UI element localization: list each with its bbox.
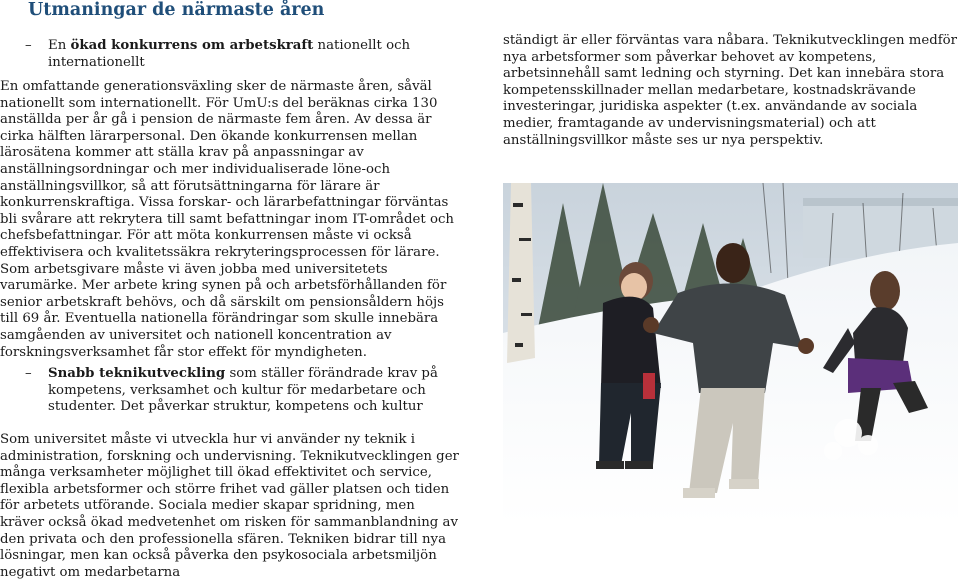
photo-snowball-fight	[503, 183, 958, 525]
bullet-text	[48, 38, 445, 71]
bullet-bold-text: Snabb teknikutveckling	[48, 366, 226, 381]
paragraph-generation-shift: En omfattande generationsväxling sker de närmaste åren, såväl nationellt som internationellt. För UmU:s del beräknas cirka 130 anställda per år gå i pension de närmaste fem åren. Av dessa är cirka hälften lärarpersonal. Den ökande konkurrensen mellan lärosätena kommer att ställa krav på anpassningar av anställningsordningar och mer individualiserade löne-och anställningsvillkor, så att förutsättningarna för lärare är konkurrenskraftiga. Vissa forskar- och lärarbefattningar förväntas bli svårare att rekrytera till samt befattningar inom IT-området och chefsbefattningar. För att möta konkurrensen måste vi också effektivisera och kvalitetssäkra rekryteringsprocessen för lärare. Som arbetsgivare måste vi även jobba med universitetets varumärke. Mer arbete kring synen på och arbetsförhållanden för senior arbetskraft behövs, och då särskilt om pensionsåldern höjs till 69 år. Eventuella nationella förändringar som skulle innebära samgåenden av universitet och nationell koncentration av forskningsverksamhet får stor effekt för myndigheten.	[0, 79, 454, 360]
bullet-text	[48, 366, 445, 416]
bullet-bold-text: ökad konkurrens om arbetskraft	[70, 38, 314, 53]
bullet-post-text: som ställer förändrade krav på kompetens, verksamhet och kultur för medarbetare och studenter. Det påverkar struktur, kompetens och kultur	[48, 366, 438, 415]
bullet-dash: –	[25, 38, 32, 53]
photo-illustration	[503, 183, 958, 525]
bullet-technology	[25, 366, 445, 416]
bullet-post-text: nationellt och internationellt	[48, 38, 411, 70]
bullet-pre-text: En	[48, 38, 71, 53]
page-title: Utmaningar de närmaste åren	[28, 0, 325, 20]
bullet-competition	[25, 38, 445, 71]
bullet-dash: –	[25, 366, 32, 381]
paragraph-continued: ständigt är eller förväntas vara nåbara. Teknikutvecklingen medför nya arbetsformer som påverkar behovet av kompetens, arbetsinnehåll samt ledning och styrning. Det kan innebära stora kompetensskillnader mellan medarbetare, kostnadskrävande investeringar, juridiska aspekter (t.ex. användande av sociala medier, framtagande av undervisningsmaterial) och att anställningsvillkor måste ses ur nya perspektiv.	[503, 33, 958, 148]
paragraph-technology: Som universitet måste vi utveckla hur vi använder ny teknik i administration, forskning och undervisning. Teknikutvecklingen ger många verksamheter möjlighet till ökad effektivitet och service, flexibla arbetsformer och större frihet vad gäller platsen och tiden för arbetets utförande. Sociala medier skapar spridning, men kräver också ökad medvetenhet om risken för sammanblandning av den privata och den professionella sfären. Tekniken bidrar till nya lösningar, men kan också påverka den psykosociala arbetsmiljön negativt om medarbetarna	[0, 432, 459, 580]
